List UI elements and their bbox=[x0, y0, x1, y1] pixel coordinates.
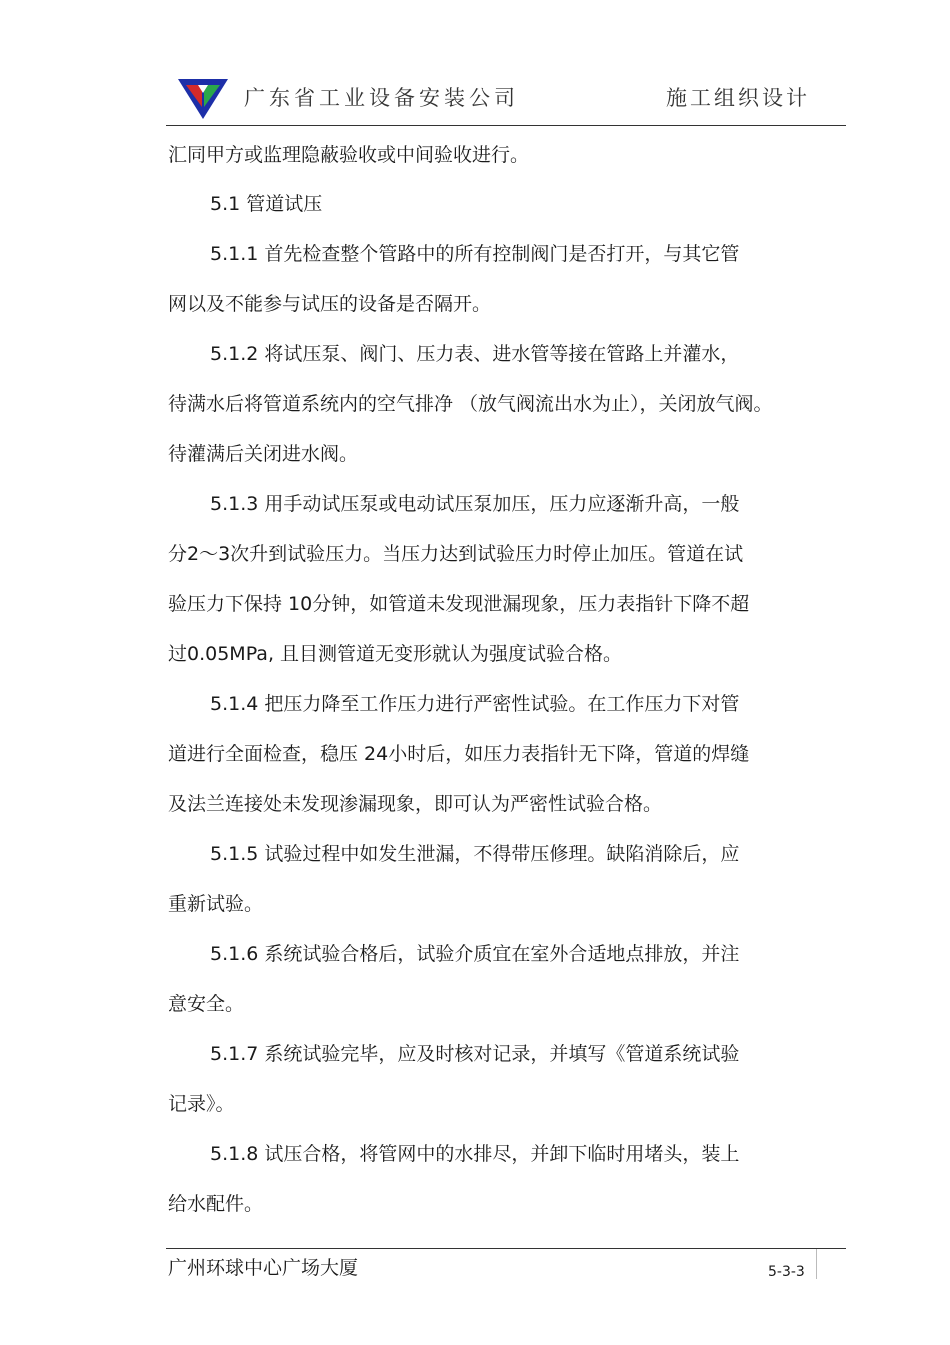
body-line: 汇同甲方或监理隐蔽验收或中间验收进行。 bbox=[168, 144, 530, 166]
body-line: 重新试验。 bbox=[168, 893, 264, 915]
page-number: 5-3-3 bbox=[768, 1264, 805, 1280]
header-divider bbox=[166, 125, 846, 126]
body-line: 5.1.7 系统试验完毕，应及时核对记录，并填写《管道系统试验 bbox=[210, 1043, 740, 1065]
body-line: 过0.05MPa, 且目测管道无变形就认为强度试验合格。 bbox=[168, 643, 623, 665]
footer-divider bbox=[166, 1248, 846, 1249]
body-line: 5.1.8 试压合格，将管网中的水排尽，并卸下临时用堵头，装上 bbox=[210, 1143, 740, 1165]
body-line: 给水配件。 bbox=[168, 1193, 264, 1215]
body-line: 待满水后将管道系统内的空气排净 （放气阀流出水为止），关闭放气阀。 bbox=[168, 393, 773, 415]
body-line: 5.1.4 把压力降至工作压力进行严密性试验。在工作压力下对管 bbox=[210, 693, 740, 715]
body-line: 道进行全面检查，稳压 24小时后，如压力表指针无下降，管道的焊缝 bbox=[168, 743, 750, 765]
body-line: 5.1.3 用手动试压泵或电动试压泵加压，压力应逐渐升高，一般 bbox=[210, 493, 740, 515]
body-line: 及法兰连接处未发现渗漏现象，即可认为严密性试验合格。 bbox=[168, 793, 663, 815]
document-type: 施工组织设计 bbox=[666, 86, 810, 110]
body-line: 验压力下保持 10分钟，如管道未发现泄漏现象，压力表指针下降不超 bbox=[168, 593, 750, 615]
company-name: 广东省工业设备安装公司 bbox=[244, 86, 519, 110]
body-line: 5.1.2 将试压泵、阀门、压力表、进水管等接在管路上并灌水， bbox=[210, 343, 740, 365]
footer-tick bbox=[816, 1249, 817, 1279]
body-line: 5.1.6 系统试验合格后，试验介质宜在室外合适地点排放，并注 bbox=[210, 943, 740, 965]
section-heading: 5.1 管道试压 bbox=[210, 193, 323, 215]
body-line: 待灌满后关闭进水阀。 bbox=[168, 443, 359, 465]
project-name: 广州环球中心广场大厦 bbox=[168, 1257, 359, 1279]
body-line: 分2～3次升到试验压力。当压力达到试验压力时停止加压。管道在试 bbox=[168, 543, 744, 565]
company-logo bbox=[178, 77, 228, 119]
body-line: 5.1.1 首先检查整个管路中的所有控制阀门是否打开，与其它管 bbox=[210, 243, 740, 265]
body-line: 记录》。 bbox=[168, 1093, 235, 1115]
body-line: 网以及不能参与试压的设备是否隔开。 bbox=[168, 293, 492, 315]
body-line: 意安全。 bbox=[168, 993, 245, 1015]
body-line: 5.1.5 试验过程中如发生泄漏，不得带压修理。缺陷消除后，应 bbox=[210, 843, 740, 865]
